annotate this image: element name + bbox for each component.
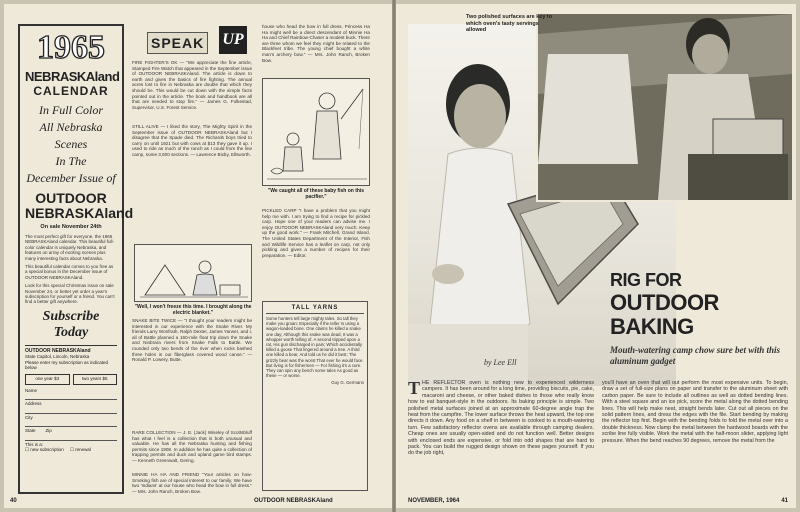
letter-pickled-carp: PICKLED CARP "I have a problem that you might help me with. I am trying to find a recipe for pickled carp. Hope one of your readers can advise me. I enjoy OUTDOOR NEBRASKAland very much. Keep up the good work." — Frank Mitchell, Grand Island. The United States Department of the Interior, Fish and Wildlife Service has a leaflet on carp, not only pickling and gives a number of recipes for their preparation. — Editor.: [262, 208, 370, 258]
letter-minnie-ha-ha: MINNIE HA HA AND FRIEND "Your articles on how-Smoking fish are of special interest to our family. We have two 'Indians' at our house who head the bow in full dress." — Mrs. John Ranch, Broken Bow.: [132, 472, 252, 494]
renewal-checkbox[interactable]: ☐ renewal: [69, 447, 91, 453]
ad-script-line: In Full Color: [38, 103, 103, 117]
ad-script: [25, 102, 117, 187]
calendar-ad: [18, 24, 134, 494]
ad-script-line: In The: [55, 154, 87, 168]
title-rig-for: RIG FOR: [610, 270, 682, 290]
article-column-2: you'll have an oven that will out perform the most expensive units. To begin, draw a set of full-size plans on paper and transfer to the aluminum sheet with carbon paper. Be sure to include all outlines as well as dotted bending lines. With a steel square and an ice pick, score the metal along the dotted bending lines. This will help make neat, straight bends later. Cut out all pieces on the solid pattern lines, and dress the edges with the file. Start bending by making the reflector top first. Begin with the bending folds to fold the metal over into a double thickness. Now clamp the metal between the hardwood boards with the scribe line fully visible. Work the metal with the half-moon slider, applying light pressure. When the bend reaches 90 degrees, remove the metal from the: [602, 380, 788, 444]
left-page: [4, 4, 392, 508]
campers-photo: [538, 14, 792, 200]
name-field[interactable]: [25, 393, 117, 400]
cartoon-pacifier-drawing: [263, 79, 371, 187]
article-title-block: [610, 270, 790, 367]
letter-continued: house who head the bow in full dress. Princess Ha Ha might well be a direct descendant of Minnie Ha Ha and Chief Rainbow-Chaser a modest buck. There are three whom we feel they might be related to the Blackfeet tribe. The young chief bought a white man's archery bow." — Mrs. John Ranch, Broken Bow.: [262, 24, 370, 63]
left-page-title: OUTDOOR NEBRASKAland: [254, 498, 333, 504]
cartoon-pacifier: [262, 78, 370, 186]
ad-body: This beautiful calendar comes to you free as a special bonus in the December issue of OUTDOOR NEBRASKAland.: [25, 264, 114, 280]
cartoon-pacifier-caption: "We caught all of these baby fish on this pacifier.": [267, 188, 365, 200]
new-checkbox[interactable]: ☐ new subscription: [25, 447, 64, 453]
two-years-checkbox[interactable]: two years $5: [73, 374, 118, 385]
speak-up-header: [147, 26, 247, 54]
right-page-date: NOVEMBER, 1964: [408, 498, 460, 504]
tall-yarns-poem: Some hunters tell large mighty tales. So tall they make you groan; Especially if the teller Is using a wagon-loaded bone. One claims he killed a snake one day; Although this snake was dead, It was a whopper worth telling of. A second tripped upon a rat, His gun discharged in pain; Which accidentally killed a goose That lingered around a tree. A third one killed a bear, And told us he did it best; The grizzly bear was the worst That ever he would face. But living is for fishermen — For fishing it's a cure. They can spin any bench some tales As good as these — or worse.: [266, 316, 364, 379]
inset-photo: [536, 12, 794, 202]
left-page-number: 40: [10, 498, 17, 504]
subscribe-heading: Subscribe Today: [42, 308, 100, 340]
letter-rare-collection: RARE COLLECTION — J. E. (Jack) Wiseley of Scottsbluff has what I feel is a collection that is both unusual and valuable. He has all the Nebraska hunting and fishing permits since 1908. In addition he has quite a collection of trapping permits and duck and upland game bird stamps. — Kenneth Greenwalt, Gering.: [132, 430, 252, 463]
ad-on-sale: On sale November 24th: [40, 224, 102, 230]
speak-label: SPEAK: [147, 32, 208, 54]
renewal-label: renewal: [75, 447, 91, 453]
address-field[interactable]: [25, 407, 117, 414]
title-outdoor: OUTDOOR: [610, 290, 719, 315]
city-field[interactable]: [25, 420, 117, 427]
ad-outdoor: OUTDOOR NEBRASKAland: [25, 190, 134, 221]
right-page-number: 41: [781, 498, 788, 504]
city-field-label: City: [25, 414, 33, 420]
inset-caption: Two polished surfaces are key to which oven's tasty servings allowed: [466, 14, 553, 33]
this-is-label: This is a:: [25, 441, 44, 447]
cartoon-blanket-caption: "Well, I won't freeze this time. I brought along the electric blanket.": [134, 304, 252, 316]
ad-body: The most perfect gift for everyone, the 1965 NEBRASKAland calendar. This beautiful full-color calendar is uniquely Nebraska, and features on array of exciting scenes plus many interesting facts about Nebraska.: [25, 234, 114, 261]
ad-script-line: December Issue of: [26, 171, 116, 185]
ad-calendar: CALENDAR: [33, 84, 109, 98]
state-zip-field[interactable]: [25, 434, 117, 441]
right-page: [396, 4, 796, 508]
letter-fire-fighters: FIRE FIGHTER'S OK — "We appreciate the fine article, Stamped Fire Watch that appeared in the September issue of OUTDOOR NEBRASKAland. The article is down to earth and gives the basics of fire fighting. The annual acres lost to fire in Nebraska are double that which they should be. This would be cut down with the simple facts pointed out in the article. The book and handbook are all that are needed to stop fire." — James G. Folkestad, Supervisor, U.S. Forest Service.: [132, 60, 252, 110]
name-field-label: Name: [25, 387, 38, 393]
new-label: new subscription: [30, 447, 64, 453]
up-label: UP: [219, 26, 247, 54]
one-year-checkbox[interactable]: one year $3: [25, 374, 70, 385]
zip-field-label: Zip: [45, 428, 52, 434]
article-subtitle: Mouth-watering camp chow sure bet with this aluminum gadget: [610, 345, 781, 366]
form-address2: State Capitol, Lincoln, Nebraska: [25, 354, 90, 360]
cartoon-blanket: [134, 244, 252, 302]
tall-yarns-title: TALL YARNS: [266, 305, 364, 314]
cartoon-blanket-drawing: [135, 245, 253, 303]
address-field-label: Address: [25, 401, 42, 407]
letter-snake-bite: SNAKE BITE TWICE — "I thought your readers might be interested in our experience with the Snake River. My friends Larry Wonfrath, Ralph Dexter, James Yarwer, and I, all of Battle planned a 160-mile float trip down the Snake and Niobrara rivers from Snake Falls to Battle. We rounded only two bends of the river when rocks bashed three holes in our fiberglass covered wood canoe." — Ronald P. Lowery, Butte.: [132, 318, 252, 363]
tall-yarns-author: Guy G. Germann: [331, 380, 364, 386]
ad-body: Look for this special Christmas issue on sale November 24, or better yet order a year's subscription for yourself or a friend. You can't find a better gift anywhere.: [25, 283, 115, 305]
article-column-1: [408, 380, 594, 498]
state-field-label: State: [25, 428, 36, 434]
subscription-form: [25, 345, 117, 453]
article-byline: by Lee Ell: [484, 358, 517, 367]
article-body-1: HE REFLECTOR oven is nothing new to experienced wilderness campers. It has been around for a long time, providing biscuits, pie, cake, macaroni and cheese, or other baked dishes to those who really know how to eat banquet-style in the outdoors. Its baking principle is simple. Two polished metal surfaces joined at an approximate 60-degree angle trap the heat from the campfire. The lower surface throws the heat upward, the top one directs it down. Any food on a shelf in between is cooked to a mouth-watering turn. Few satisfactory reflector ovens are available through camping dealers. Cheap ones are usually open-sided and do not function well. Better designs with enclosed ends are expensive, or fold into odd shapes that are hard to pack. You can build the rugged design shown on these pages yourself. If you do the job right,: [408, 380, 594, 457]
letter-still-alive: STILL ALIVE — I liked the story, The Mighty Spirit in the September issue of OUTDOOR NEBRASKAland but I disagree that the Spade died. The Richards boys tried to carry on until 1921 but with cows at $13 they gave it up. I used to ride as much of the ranch as I could from the line camp, some 3,600 sections. — Lawrence Bixby, Ellsworth.: [132, 124, 252, 157]
drop-cap: T: [408, 380, 421, 398]
tall-yarns-box: [262, 301, 368, 491]
form-address: OUTDOOR NEBRASKAland: [25, 347, 91, 354]
ad-year: 1965: [37, 29, 105, 66]
ad-script-line: All Nebraska Scenes: [39, 120, 103, 151]
ad-brand: NEBRASKAland: [25, 69, 120, 84]
form-instructions: Please enter my subscription as indicated below: [25, 359, 109, 371]
title-baking: BAKING: [610, 314, 694, 339]
